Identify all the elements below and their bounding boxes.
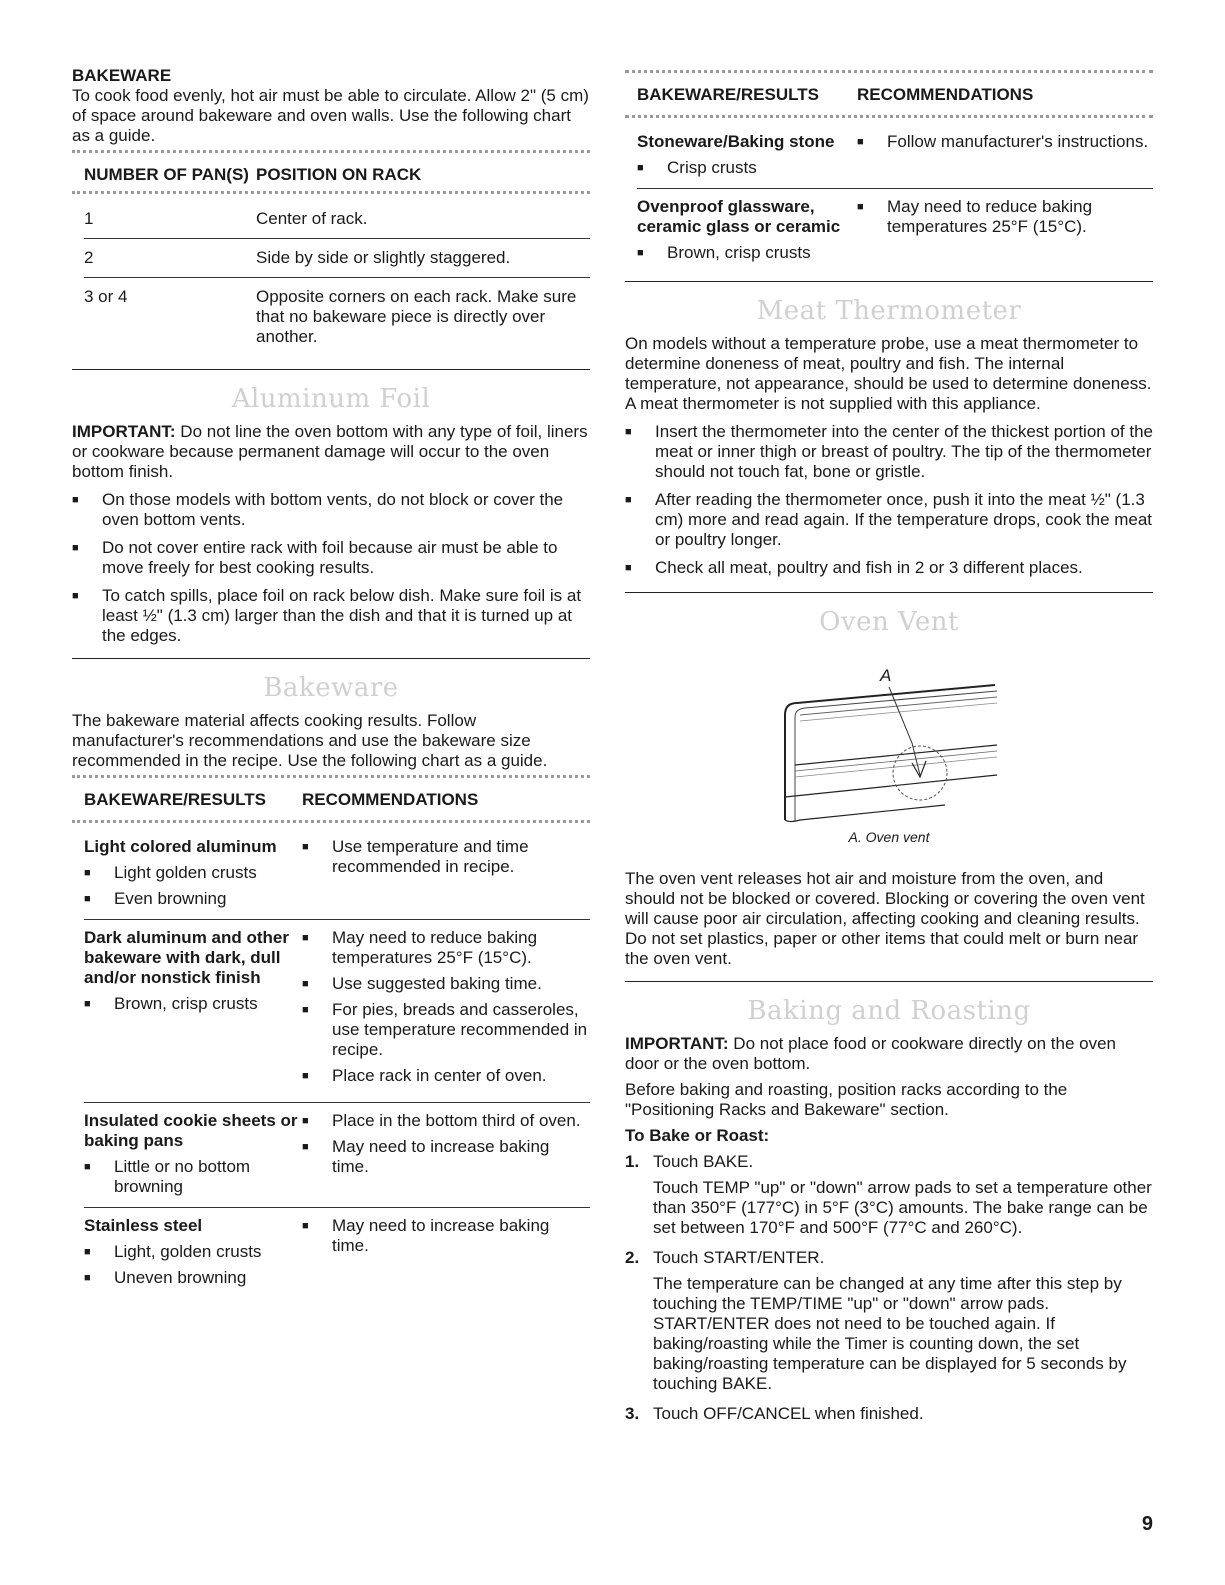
bullet-icon: ■ — [625, 426, 632, 438]
recommendation-text: May need to reduce baking temperatures 25°F (15°C). — [887, 197, 1093, 236]
step-detail: Touch TEMP "up" or "down" arrow pads to set a temperature other than 350°F (177°C) in 5°F (3°C) amounts. The bake range can be set between 170°F and 500°F (77°C and 260°C). — [653, 1178, 1152, 1237]
dotted-divider — [625, 115, 1153, 124]
header-recommendations: RECOMMENDATIONS — [857, 85, 1034, 104]
result-text: Little or no bottom browning — [114, 1157, 251, 1196]
table-row — [72, 200, 590, 238]
dotted-divider — [72, 191, 590, 200]
bullet-icon: ■ — [857, 201, 864, 213]
section-divider — [625, 281, 1153, 282]
bullet-text: Do not cover entire rack with foil because air must be able to move freely for best cooking results. — [102, 538, 558, 577]
list-item — [637, 158, 857, 178]
bake-before-text: Before baking and roasting, position racks according to the "Positioning Racks and Bakeware" section. — [625, 1080, 1068, 1119]
bullet-icon: ■ — [625, 494, 632, 506]
bullet-icon: ■ — [302, 1115, 309, 1127]
list-item — [302, 1137, 590, 1177]
bakeware-name: Stainless steel — [84, 1216, 203, 1235]
bakeware-table-body — [625, 124, 1153, 282]
table-row — [72, 1103, 590, 1207]
pans-header-position: POSITION ON RACK — [256, 165, 422, 184]
list-item — [72, 586, 590, 646]
list-item — [84, 889, 302, 909]
oven-vent-title: Oven Vent — [819, 607, 959, 637]
pans-count: 2 — [84, 248, 94, 267]
left-column — [72, 62, 590, 1298]
table-row — [72, 1208, 590, 1298]
bakeware-table-header — [625, 79, 1153, 109]
list-item — [84, 863, 302, 883]
bullet-icon: ■ — [84, 1272, 91, 1284]
recommendation-text: For pies, breads and casseroles, use temperature recommended in recipe. — [332, 1000, 588, 1059]
list-item — [625, 1248, 1153, 1394]
bullet-icon: ■ — [857, 136, 864, 148]
recommendation-text: Use temperature and time recommended in recipe. — [332, 837, 529, 876]
recommendation-text: Place rack in center of oven. — [332, 1066, 547, 1085]
baking-roasting-title: Baking and Roasting — [747, 996, 1031, 1026]
table-row — [72, 829, 590, 919]
bakeware-title: Bakeware — [263, 673, 399, 703]
list-item — [84, 1157, 302, 1197]
step-text: Touch BAKE. — [653, 1152, 754, 1171]
bakeware-text: The bakeware material affects cooking results. Follow manufacturer's recommendations and use the bakeware size recommended in the recipe. Use the following chart as a guide. — [72, 711, 548, 770]
pans-count: 3 or 4 — [84, 287, 128, 306]
recommendation-text: Use suggested baking time. — [332, 974, 542, 993]
bullet-text: Check all meat, poultry and fish in 2 or 3 different places. — [655, 558, 1083, 577]
bullet-icon: ■ — [84, 1246, 91, 1258]
list-item — [72, 490, 590, 530]
recommendation-text: May need to increase baking time. — [332, 1216, 550, 1255]
bullet-text: After reading the thermometer once, push it into the meat ½" (1.3 cm) more and read again. If the temperature drops, cook the meat or poultry longer. — [655, 490, 1153, 549]
step-number: 1. — [625, 1152, 640, 1171]
list-item — [84, 994, 302, 1014]
header-recommendations: RECOMMENDATIONS — [302, 790, 479, 809]
bake-important — [625, 1034, 1153, 1074]
list-item — [302, 928, 590, 968]
step-text: Touch OFF/CANCEL when finished. — [653, 1404, 924, 1423]
list-item — [625, 490, 1153, 550]
bakeware-name: Insulated cookie sheets or baking pans — [84, 1111, 298, 1150]
list-item — [84, 1268, 302, 1288]
page-number: 9 — [1141, 1513, 1153, 1535]
pans-header-count: NUMBER OF PAN(S) — [84, 165, 249, 184]
step-number: 2. — [625, 1248, 640, 1267]
list-item — [302, 1066, 590, 1086]
table-row — [72, 239, 590, 277]
important-text: Do not line the oven bottom with any type of foil, liners or cookware because permanent damage will occur to the oven bottom finish. — [72, 422, 588, 481]
bullet-icon: ■ — [72, 494, 79, 506]
dotted-divider — [72, 820, 590, 829]
list-item — [302, 974, 590, 994]
section-divider — [72, 658, 590, 659]
dotted-divider — [72, 150, 590, 159]
step-text: Touch START/ENTER. — [653, 1248, 825, 1267]
figure-label: A — [880, 666, 892, 685]
table-row — [625, 189, 1153, 273]
bullet-icon: ■ — [84, 893, 91, 905]
bullet-icon: ■ — [84, 998, 91, 1010]
table-row — [625, 124, 1153, 188]
result-text: Light, golden crusts — [114, 1242, 262, 1261]
pans-position: Opposite corners on each rack. Make sure that no bakeware piece is directly over another. — [256, 287, 577, 346]
list-item — [302, 1111, 590, 1131]
table-row — [72, 278, 590, 369]
result-text: Light golden crusts — [114, 863, 257, 882]
important-label: IMPORTANT: — [72, 422, 176, 441]
foil-title: Aluminum Foil — [231, 384, 431, 414]
list-item — [857, 132, 1153, 152]
bullet-text: To catch spills, place foil on rack below dish. Make sure foil is at least ½" (1.3 cm) larger than the dish and that it is turned up at the edges. — [102, 586, 582, 645]
recommendation-text: May need to increase baking time. — [332, 1137, 550, 1176]
bullet-icon: ■ — [625, 562, 632, 574]
bakeware-heading: BAKEWARE — [72, 66, 172, 85]
section-divider — [625, 592, 1153, 593]
list-item — [302, 837, 590, 877]
bullet-icon: ■ — [84, 1161, 91, 1173]
result-text: Even browning — [114, 889, 227, 908]
list-item — [84, 1242, 302, 1262]
section-divider — [72, 369, 590, 370]
bakeware-table-body — [72, 829, 590, 1298]
bullet-icon: ■ — [302, 932, 309, 944]
bakeware-table-header — [72, 784, 590, 814]
bakeware-name: Light colored aluminum — [84, 837, 277, 856]
recommendation-text: Follow manufacturer's instructions. — [887, 132, 1149, 151]
header-bakeware-results: BAKEWARE/RESULTS — [84, 790, 266, 809]
pans-table-header — [72, 159, 590, 189]
dotted-divider — [72, 775, 590, 784]
result-text: Crisp crusts — [667, 158, 757, 177]
list-item — [625, 1152, 1153, 1238]
list-item — [302, 1000, 590, 1060]
list-item — [625, 558, 1153, 578]
result-text: Brown, crisp crusts — [114, 994, 258, 1013]
bullet-icon: ■ — [302, 1141, 309, 1153]
figure-caption: A. Oven vent — [848, 829, 930, 845]
dotted-divider — [625, 70, 1153, 79]
bullet-icon: ■ — [637, 162, 644, 174]
list-item — [302, 1216, 590, 1256]
pans-position: Center of rack. — [256, 209, 368, 228]
oven-vent-illustration — [625, 645, 1153, 835]
result-text: Brown, crisp crusts — [667, 243, 811, 262]
bullet-icon: ■ — [302, 1220, 309, 1232]
oven-vent-figure — [625, 645, 1153, 845]
bullet-icon: ■ — [84, 867, 91, 879]
bullet-icon: ■ — [302, 841, 309, 853]
bullet-icon: ■ — [72, 542, 79, 554]
bullet-text: Insert the thermometer into the center of the thickest portion of the meat or inner thigh or breast of poultry. The tip of the thermometer should not touch fat, bone or gristle. — [655, 422, 1153, 481]
bakeware-name: Ovenproof glassware, ceramic glass or ceramic — [637, 197, 841, 236]
bullet-icon: ■ — [302, 978, 309, 990]
right-column — [625, 62, 1153, 1424]
bakeware-name: Dark aluminum and other bakeware with dark, dull and/or nonstick finish — [84, 928, 289, 987]
list-item — [857, 197, 1153, 237]
result-text: Uneven browning — [114, 1268, 247, 1287]
bullet-icon: ■ — [302, 1004, 309, 1016]
pans-position: Side by side or slightly staggered. — [256, 248, 511, 267]
bullet-icon: ■ — [637, 247, 644, 259]
bullet-text: On those models with bottom vents, do not block or cover the oven bottom vents. — [102, 490, 564, 529]
list-item — [625, 422, 1153, 482]
header-bakeware-results: BAKEWARE/RESULTS — [637, 85, 819, 104]
bakeware-name: Stoneware/Baking stone — [637, 132, 835, 151]
important-text: Do not place food or cookware directly on the oven door or the oven bottom. — [625, 1034, 1117, 1073]
pans-count: 1 — [84, 209, 94, 228]
section-divider — [625, 981, 1153, 982]
recommendation-text: May need to reduce baking temperatures 25°F (15°C). — [332, 928, 538, 967]
bullet-icon: ■ — [72, 590, 79, 602]
vent-text: The oven vent releases hot air and moisture from the oven, and should not be blocked or covered. Blocking or covering the oven vent will cause poor air circulation, affecting cooking and cleaning results. Do not set plastics, paper or other items that could melt or burn near the oven vent. — [625, 869, 1145, 968]
list-item — [72, 538, 590, 578]
meat-thermometer-title: Meat Thermometer — [756, 296, 1022, 326]
important-label: IMPORTANT: — [625, 1034, 729, 1053]
meat-text: On models without a temperature probe, use a meat thermometer to determine doneness of meat, poultry and fish. The internal temperature, not appearance, should be used to determine doneness. A meat thermometer is not supplied with this appliance. — [625, 334, 1152, 413]
list-item — [637, 243, 857, 263]
bakeware-intro: To cook food evenly, hot air must be able to circulate. Allow 2" (5 cm) of space around bakeware and oven walls. Use the following chart as a guide. — [72, 86, 589, 145]
foil-important — [72, 422, 590, 482]
step-detail: The temperature can be changed at any time after this step by touching the TEMP/TIME "up" or "down" arrow pads. START/ENTER does not need to be touched again. If baking/roasting while the Timer is counting down, the set baking/roasting temperature can be displayed for 5 seconds by touching BAKE. — [653, 1274, 1127, 1393]
bullet-icon: ■ — [302, 1070, 309, 1082]
list-item — [625, 1404, 1153, 1424]
table-row — [72, 920, 590, 1102]
bake-subhead: To Bake or Roast: — [625, 1126, 770, 1145]
step-number: 3. — [625, 1404, 640, 1423]
recommendation-text: Place in the bottom third of oven. — [332, 1111, 581, 1130]
